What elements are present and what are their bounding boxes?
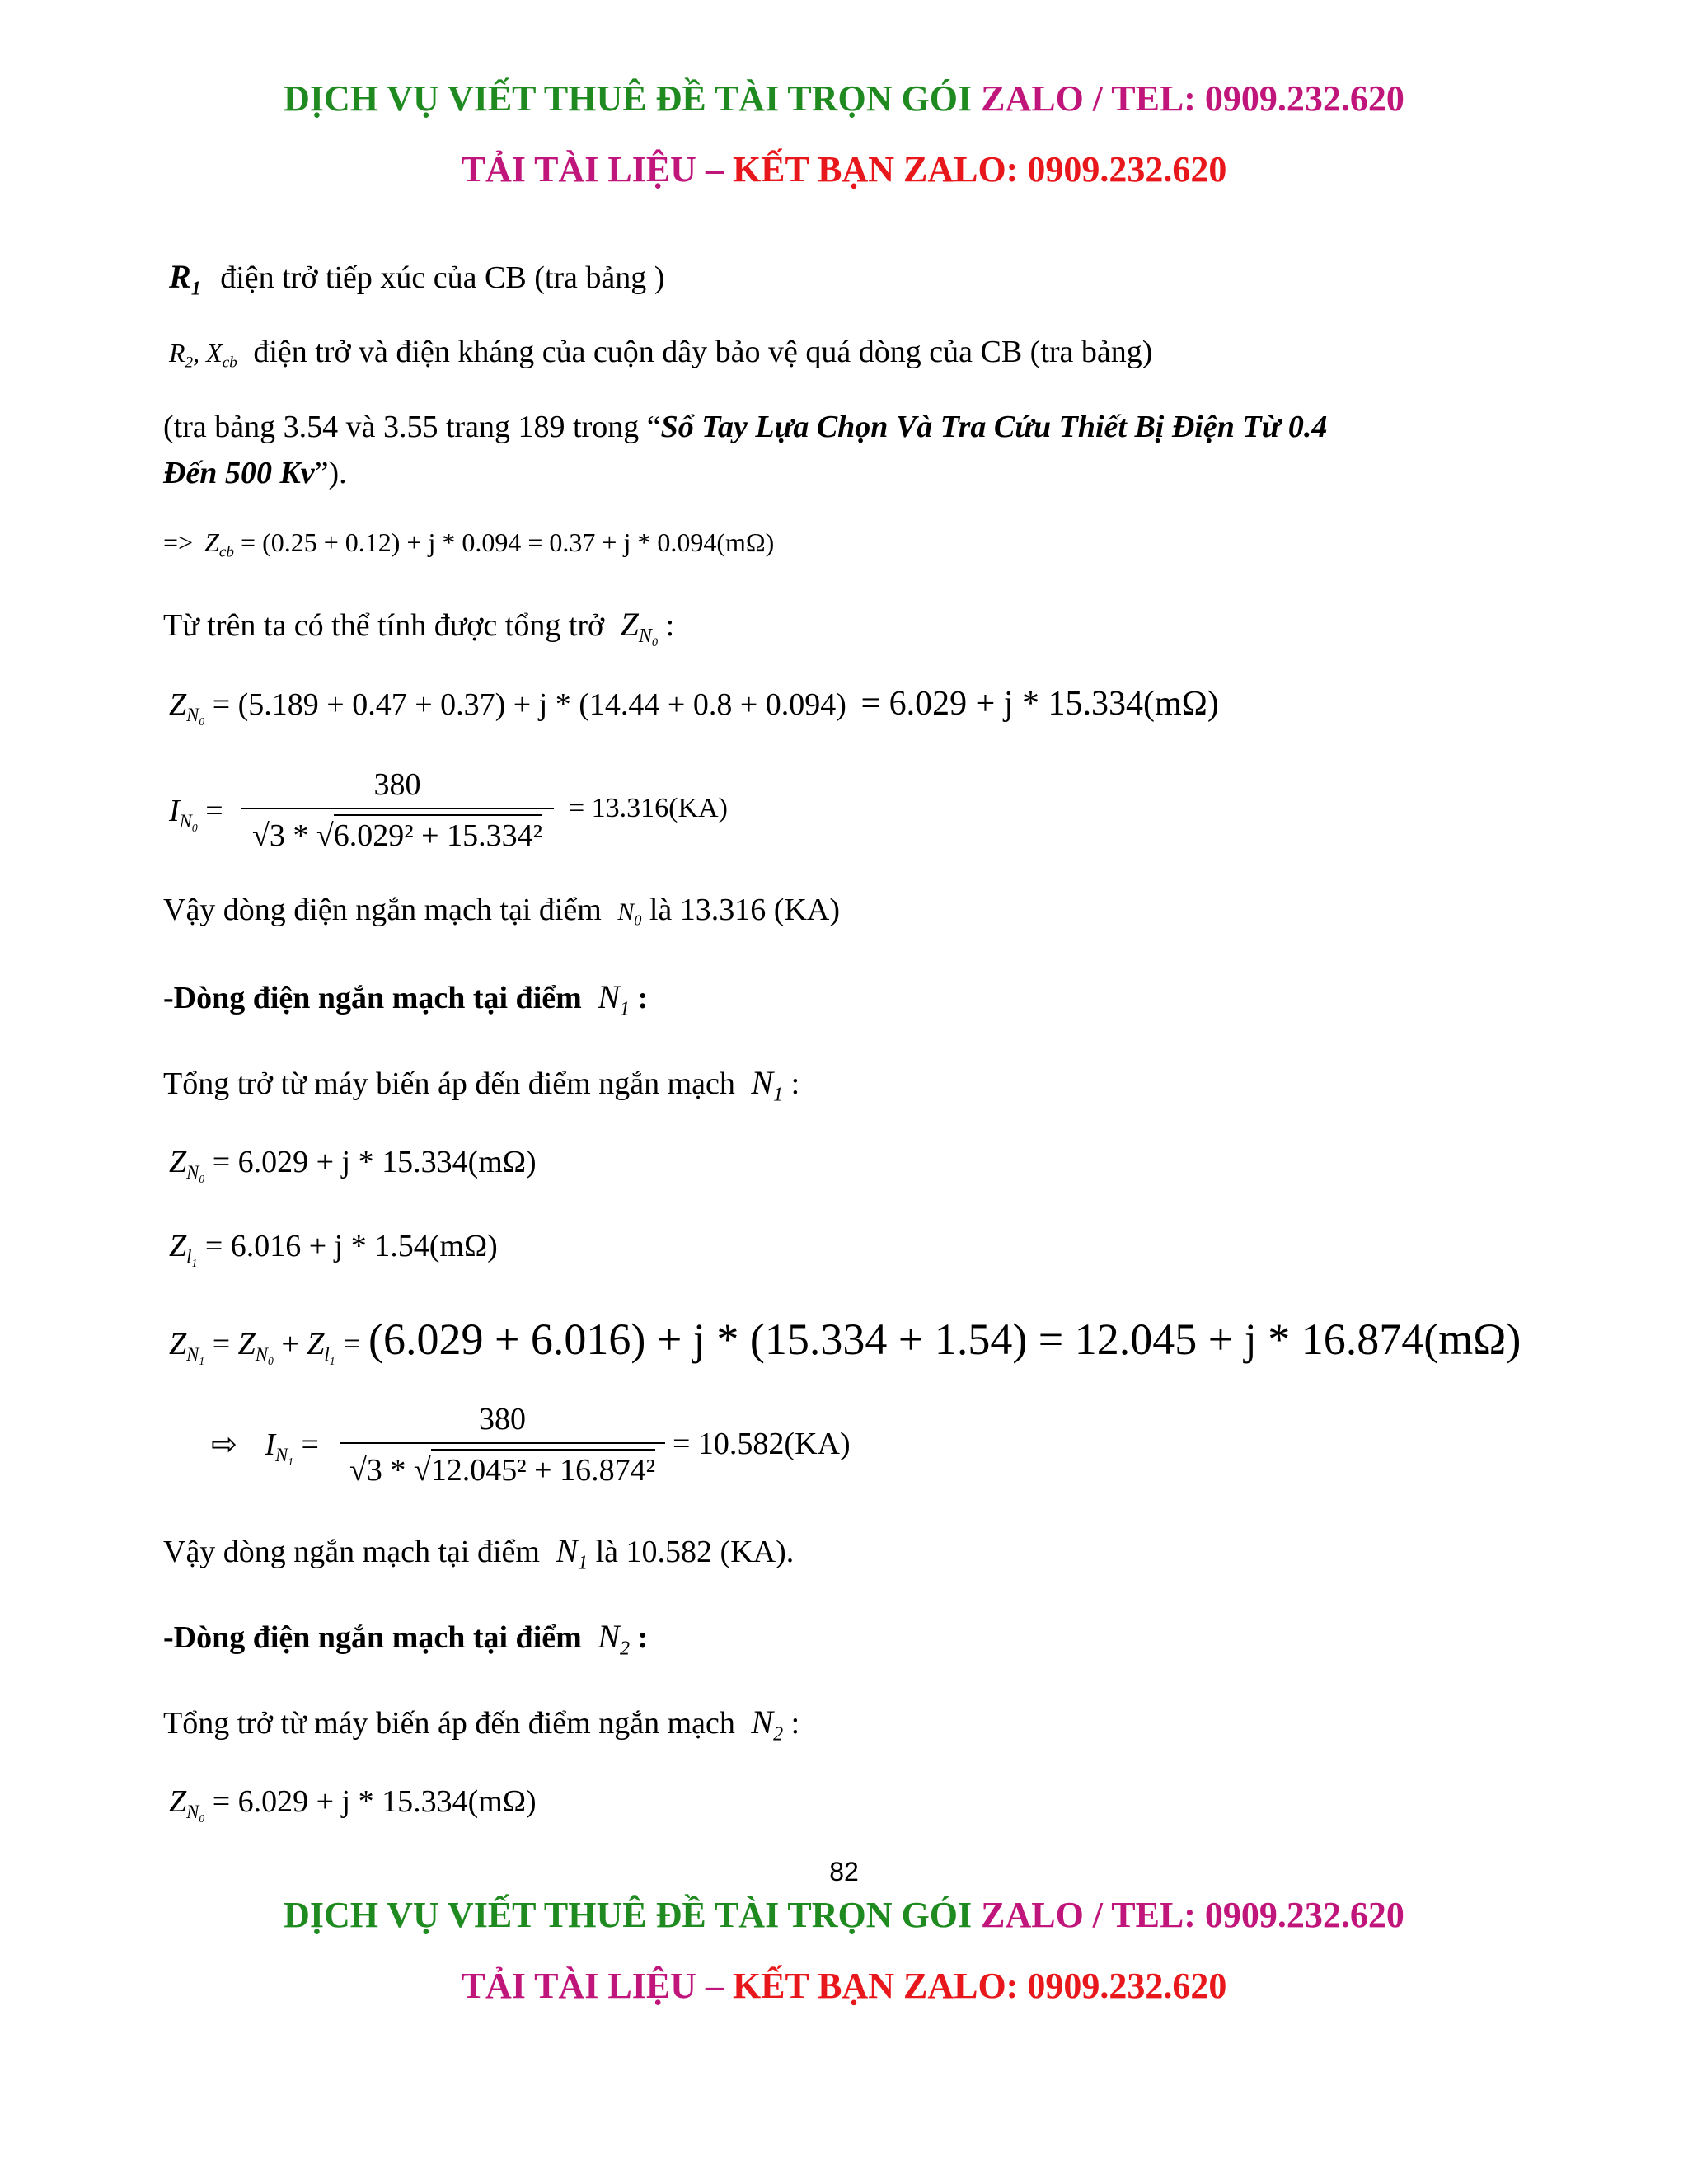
in1-fraction: $\frac{380}{\text{√3 * √12.045² + 16.874²}}$	[340, 1401, 665, 1488]
r2-line: $R_2$, $X_{cb}$ điện trở và điện kháng của cuộn dây bảo vệ quá dòng của CB (tra bảng)	[169, 335, 1153, 372]
reference-line1: (tra bảng 3.54 và 3.55 trang 189 trong “Sổ Tay Lựa Chọn Và Tra Cứu Thiết Bị Điện Từ 0.4	[163, 410, 1328, 444]
r1-description: điện trở tiếp xúc của CB (tra bảng )	[220, 260, 665, 295]
conclusion-n1: Vậy dòng ngắn mạch tại điểm $N_1$ là 10.582 (KA).	[163, 1532, 795, 1574]
total-impedance-n2: Tổng trở từ máy biến áp đến điểm ngắn mạch $N_2$ :	[163, 1704, 800, 1746]
header-banner-line2	[0, 148, 1688, 190]
footer-service-text: DỊCH VỤ VIẾT THUÊ ĐỀ TÀI TRỌN GÓI	[284, 1895, 973, 1935]
reference-line2: Đến 500 Kv”).	[163, 456, 347, 490]
header-phone-text: ZALO / TEL: 0909.232.620	[981, 78, 1404, 119]
zn0-equation: $Z_{N_0} = (5.189 + 0.47 + 0.37) + j * (14.44 + 0.8 + 0.094) = 6.029 + j * 15.334(m\Omega)$	[169, 685, 1219, 728]
r1-line: $R_1$ điện trở tiếp xúc của CB (tra bảng )	[169, 258, 665, 300]
header-service-text: DỊCH VỤ VIẾT THUÊ ĐỀ TÀI TRỌN GÓI	[284, 78, 973, 119]
footer-banner-line1	[0, 1894, 1688, 1936]
in1-lhs: ⇨ $I_{N_1}$ =	[211, 1426, 319, 1468]
footer-phone-text: ZALO / TEL: 0909.232.620	[981, 1895, 1404, 1935]
conclusion-n0: Vậy dòng điện ngắn mạch tại điểm $N_0$ là 13.316 (KA)	[163, 893, 840, 929]
footer-download-text: TẢI TÀI LIỆU –	[461, 1966, 733, 2006]
zn0-value-2: $Z_{N_0} = 6.029 + j * 15.334(m\Omega)$	[169, 1784, 537, 1825]
total-impedance-n1: Tổng trở từ máy biến áp đến điểm ngắn mạch $N_1$ :	[163, 1064, 800, 1106]
in0-fraction: $\frac{380}{\text{√3 * √6.029² + 15.334²}}$	[241, 766, 554, 854]
footer-zalo-text: KẾT BẠN ZALO: 0909.232.620	[732, 1966, 1227, 2006]
reference-book-title: Sổ Tay Lựa Chọn Và Tra Cứu Thiết Bị Điện Từ 0.4	[660, 410, 1328, 444]
in0-lhs: $I_{N_0}$ =	[169, 794, 223, 834]
from-above-line: Từ trên ta có thể tính được tổng trở $Z_{N_0}$ :	[163, 606, 675, 650]
page-number: 82	[829, 1857, 859, 1886]
zn1-equation: $Z_{N_1} = Z_{N_0} + Z_{l_1} = (6.029 + 6.016) + j * (15.334 + 1.54) = 12.045 + j * 16.874(m\Omega)$	[169, 1315, 1522, 1367]
zcb-equation: => $Z_{cb} = (0.25 + 0.12) + j * 0.094 = 0.37 + j * 0.094(m\Omega)$	[163, 527, 775, 561]
in0-result: = 13.316(KA)	[569, 793, 728, 823]
header-banner-line1	[0, 77, 1688, 120]
footer-banner-line2	[0, 1965, 1688, 2007]
header-download-text: TẢI TÀI LIỆU –	[461, 149, 733, 190]
heading-n2: -Dòng điện ngắn mạch tại điểm $N_2$ :	[163, 1618, 649, 1660]
header-zalo-text: KẾT BẠN ZALO: 0909.232.620	[732, 149, 1227, 190]
zl1-value: $Z_{l_1} = 6.016 + j * 1.54(m\Omega)$	[169, 1229, 498, 1269]
in1-result: = 10.582(KA)	[673, 1427, 851, 1461]
r2-description: điện trở và điện kháng của cuộn dây bảo vệ quá dòng của CB (tra bảng)	[253, 335, 1153, 369]
zn0-value: $Z_{N_0} = 6.029 + j * 15.334(m\Omega)$	[169, 1145, 537, 1185]
heading-n1: -Dòng điện ngắn mạch tại điểm $N_1$ :	[163, 978, 649, 1020]
